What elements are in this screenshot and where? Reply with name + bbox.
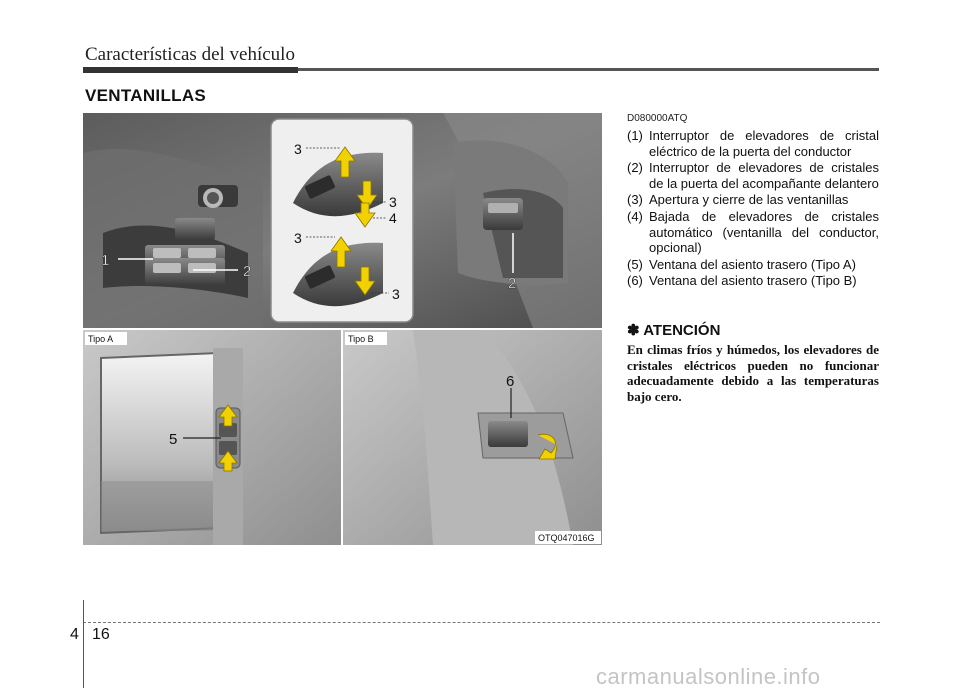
legend-item-1: (1) Interruptor de elevadores de cristal eléctrico de la puerta del conductor xyxy=(627,128,879,159)
legend-list xyxy=(627,128,879,290)
callout-1: 1 xyxy=(101,252,110,269)
watermark: carmanualsonline.info xyxy=(596,664,821,689)
attention-body: En climas fríos y húmedos, los elevadores de cristales eléctricos pueden no funcionar adecuadamente debido a las temperaturas bajo cero. xyxy=(627,342,879,404)
footer-divider xyxy=(83,600,84,688)
legend-item-4: (4) Bajada de elevadores de cristales automático (ventanilla del conductor, opcional) xyxy=(627,208,879,256)
windows-illustration xyxy=(83,113,602,545)
attention-heading xyxy=(627,321,720,339)
callout-4: 4 xyxy=(389,210,397,226)
attention-title: ATENCIÓN xyxy=(643,322,721,339)
header-rule-accent xyxy=(83,67,298,73)
legend-item-6: (6) Ventana del asiento trasero (Tipo B) xyxy=(627,273,857,289)
attention-icon: ✽ xyxy=(627,322,640,339)
legend-item-3: (3) Apertura y cierre de las ventanillas xyxy=(627,192,849,208)
page-number: 16 xyxy=(92,626,110,643)
section-title: VENTANILLAS xyxy=(85,86,207,105)
illustration-svg xyxy=(83,113,602,545)
footer-rule xyxy=(83,622,880,623)
callout-3d: 3 xyxy=(392,286,400,302)
callout-3c: 3 xyxy=(294,230,302,246)
legend-item-5: (5) Ventana del asiento trasero (Tipo A) xyxy=(627,256,856,272)
switch-inset xyxy=(271,119,413,322)
legend-item-2: (2) Interruptor de elevadores de cristales de la puerta del acompañante delantero xyxy=(627,160,879,191)
type-a-panel xyxy=(83,330,341,545)
callout-5: 5 xyxy=(169,431,178,448)
type-b-label: Tipo B xyxy=(348,334,374,344)
callout-2b: 2 xyxy=(508,275,517,292)
header-title: Características del vehículo xyxy=(85,44,295,65)
type-b-panel xyxy=(343,330,602,545)
chapter-number: 4 xyxy=(70,626,79,643)
figure-code: OTQ047016G xyxy=(538,533,595,543)
document-code: D080000ATQ xyxy=(627,113,688,124)
callout-3a: 3 xyxy=(294,141,302,157)
callout-3b: 3 xyxy=(389,194,397,210)
callout-6: 6 xyxy=(506,373,515,390)
passenger-switch xyxy=(483,198,523,230)
type-a-label: Tipo A xyxy=(88,334,114,344)
callout-2a: 2 xyxy=(243,263,252,280)
type-b-switch xyxy=(488,421,528,447)
